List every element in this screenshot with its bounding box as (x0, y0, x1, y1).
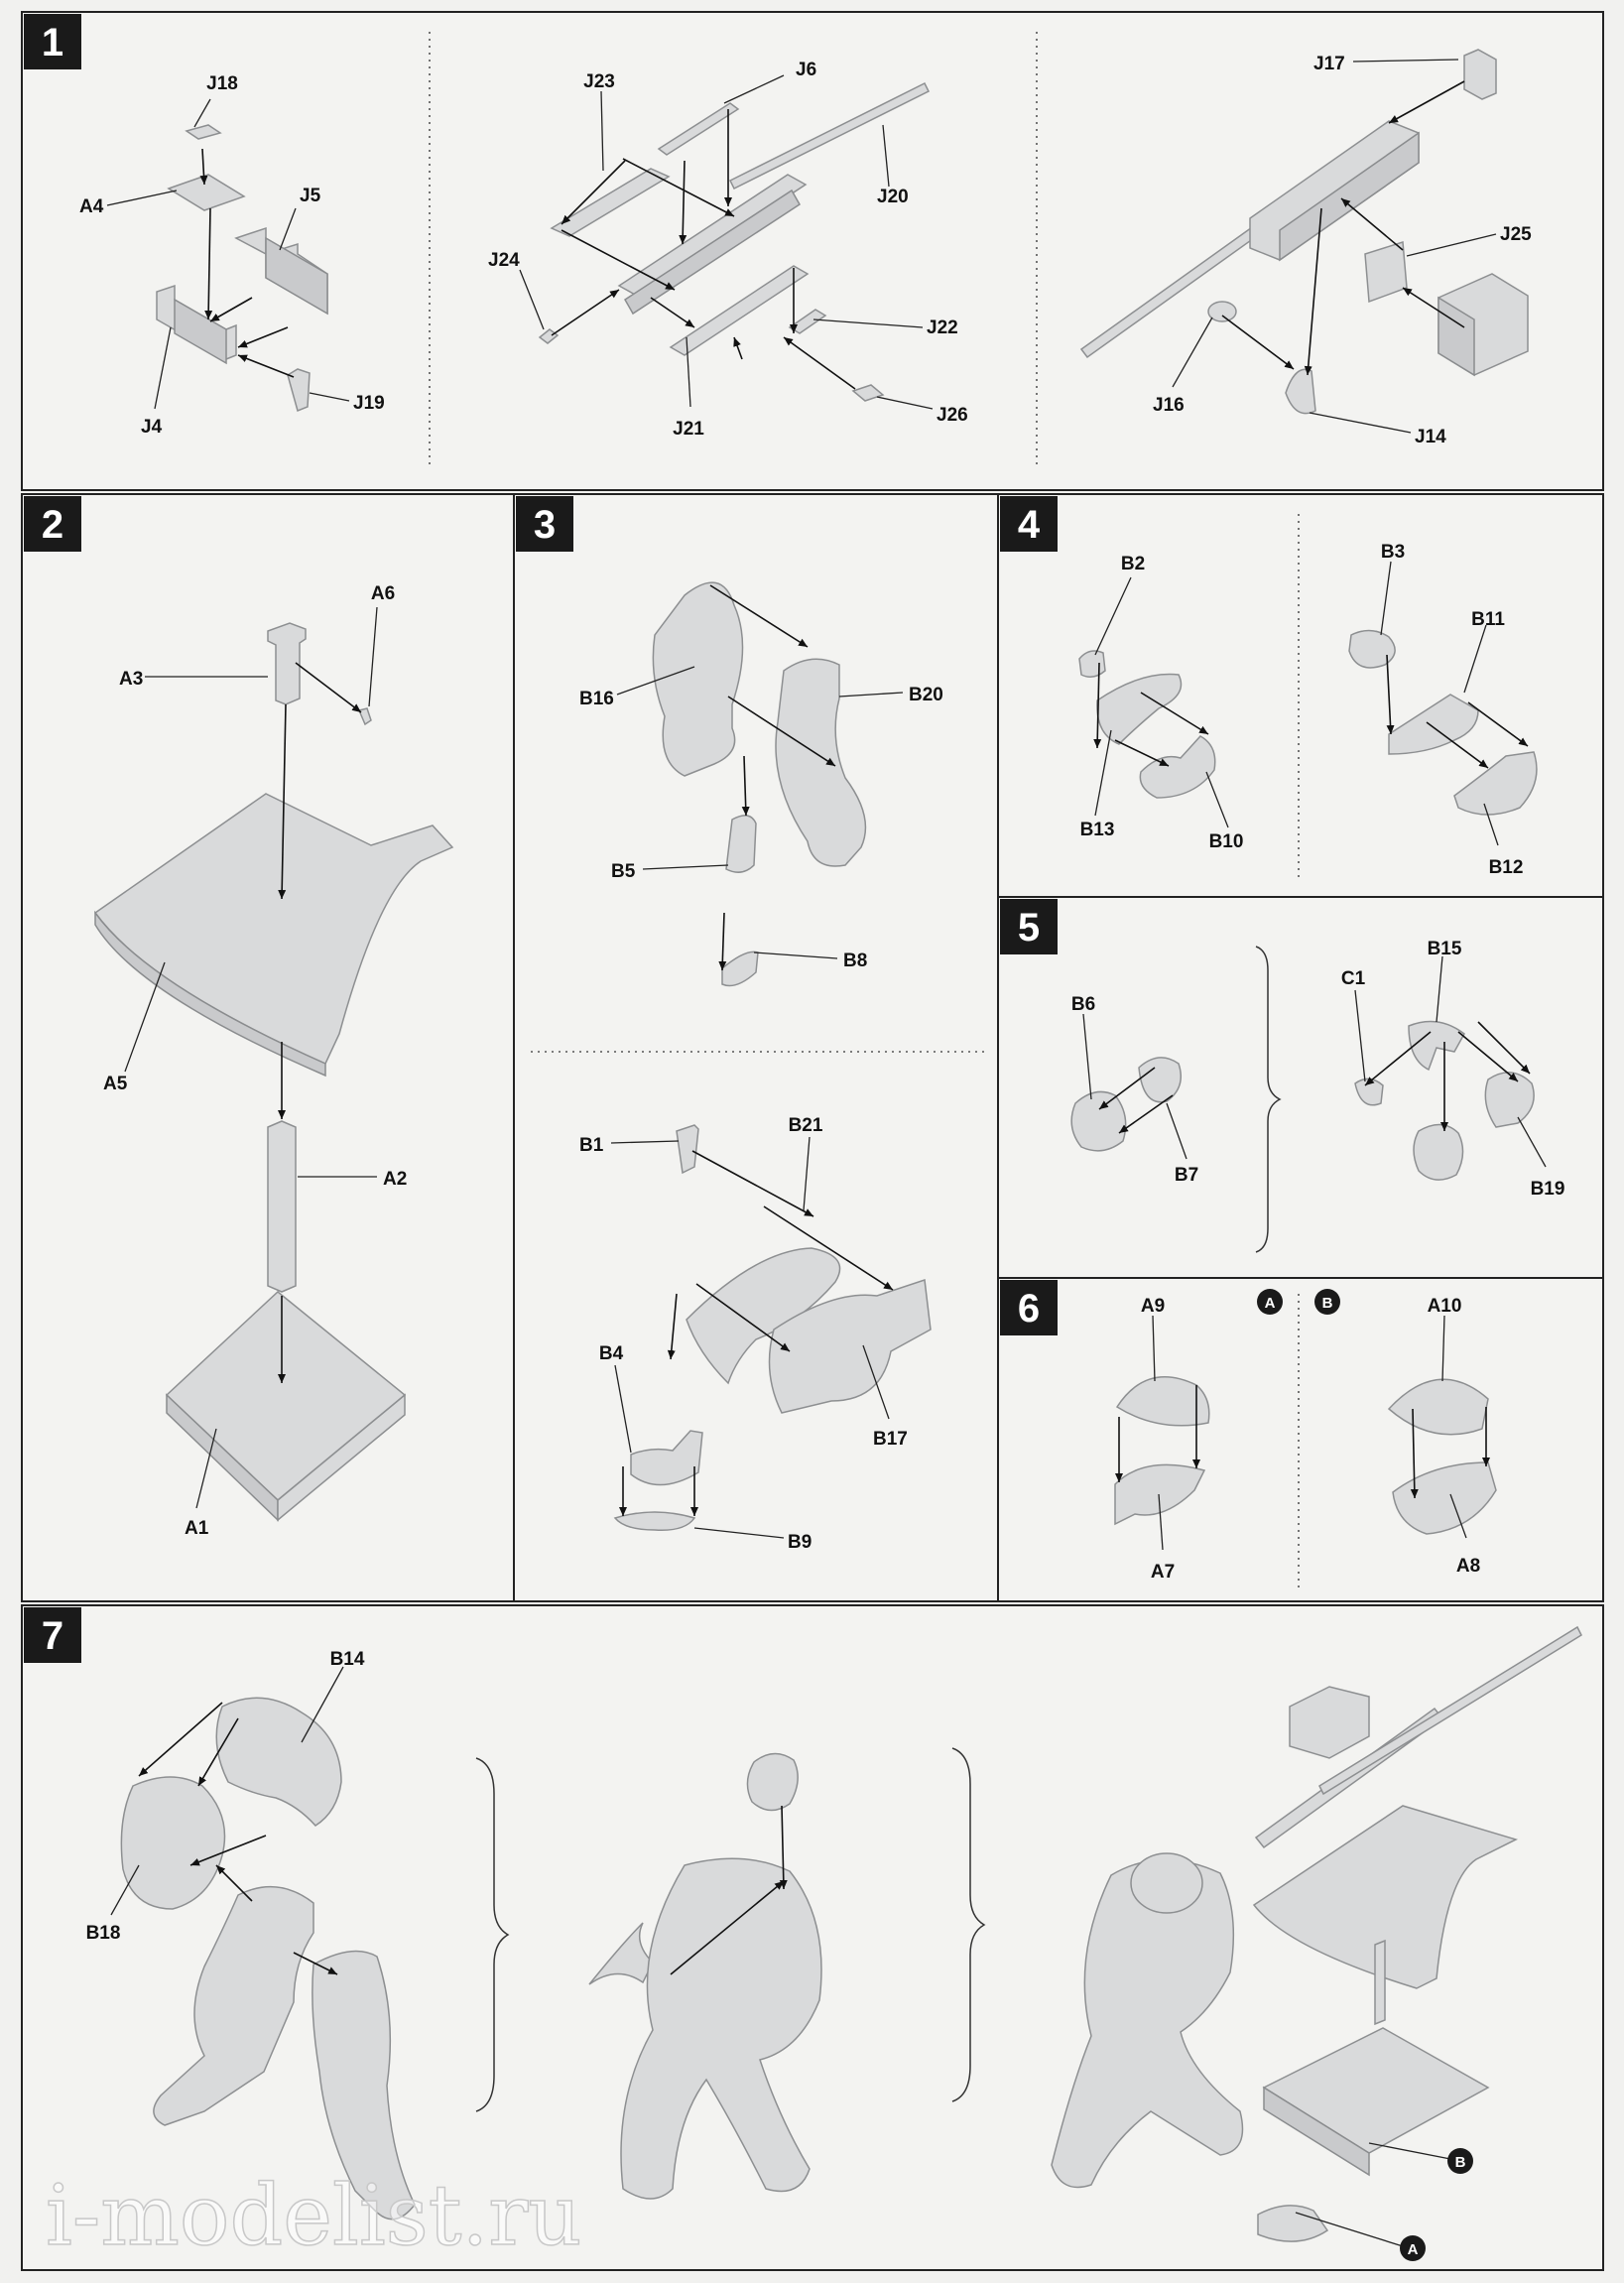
step-badge-7 (24, 1607, 81, 1663)
label-B15: B15 (1427, 939, 1462, 959)
svg-text:6: 6 (1017, 1287, 1041, 1331)
label-B17: B17 (873, 1429, 908, 1450)
label-B16: B16 (579, 689, 614, 709)
label-B2: B2 (1120, 554, 1146, 574)
label-J14: J14 (1415, 427, 1446, 447)
label-B3: B3 (1380, 542, 1406, 563)
step-badge-4 (1000, 496, 1058, 552)
svg-text:5: 5 (1017, 906, 1041, 950)
step-badge-6 (1000, 1280, 1058, 1335)
svg-text:B: B (1454, 2154, 1466, 2171)
label-J24: J24 (488, 250, 520, 271)
label-B18: B18 (85, 1923, 121, 1944)
svg-text:A: A (1264, 1295, 1276, 1312)
svg-text:3: 3 (533, 503, 557, 547)
label-B9: B9 (788, 1532, 812, 1553)
label-J22: J22 (927, 317, 958, 338)
label-J25: J25 (1500, 224, 1532, 245)
label-J21: J21 (673, 419, 704, 440)
label-A2: A2 (383, 1169, 408, 1190)
label-B12: B12 (1488, 857, 1524, 878)
label-B4: B4 (598, 1343, 624, 1364)
label-A7: A7 (1150, 1562, 1176, 1583)
step-badge-2 (24, 496, 81, 552)
label-B1: B1 (579, 1135, 604, 1156)
label-A1: A1 (185, 1518, 209, 1539)
svg-text:7: 7 (41, 1614, 64, 1658)
label-B20: B20 (909, 685, 943, 705)
label-J23: J23 (583, 71, 615, 92)
label-B5: B5 (611, 861, 636, 882)
label-A5: A5 (103, 1074, 128, 1094)
label-A4: A4 (79, 196, 104, 217)
label-B11: B11 (1471, 609, 1505, 630)
label-J5: J5 (300, 186, 321, 206)
label-C1: C1 (1340, 968, 1366, 989)
label-A8: A8 (1455, 1556, 1481, 1577)
svg-text:B: B (1321, 1295, 1333, 1312)
label-A10: A10 (1427, 1296, 1462, 1317)
label-A6: A6 (370, 583, 396, 604)
panel-step-6 (998, 1278, 1603, 1601)
label-B6: B6 (1070, 994, 1096, 1015)
label-B7: B7 (1174, 1165, 1199, 1186)
step-badge-1 (24, 14, 81, 69)
label-J17: J17 (1313, 54, 1345, 74)
watermark: i-modelist.ru (46, 2167, 582, 2264)
label-J6: J6 (796, 60, 817, 80)
label-B8: B8 (843, 951, 868, 971)
label-B10: B10 (1208, 831, 1244, 852)
label-B21: B21 (788, 1115, 823, 1136)
label-J16: J16 (1153, 395, 1185, 416)
label-J20: J20 (877, 187, 909, 207)
label-B19: B19 (1530, 1179, 1565, 1200)
step-badge-5 (1000, 899, 1058, 954)
label-A9: A9 (1140, 1296, 1166, 1317)
svg-text:1: 1 (41, 21, 64, 64)
label-J4: J4 (141, 417, 163, 438)
step-badge-3 (516, 496, 573, 552)
svg-text:A: A (1407, 2241, 1419, 2258)
label-J18: J18 (206, 73, 238, 94)
panel-step-3 (514, 494, 998, 1601)
label-A3: A3 (119, 669, 144, 690)
label-B13: B13 (1079, 820, 1115, 840)
label-J19: J19 (353, 393, 385, 414)
label-J26: J26 (937, 405, 968, 426)
svg-text:4: 4 (1017, 503, 1041, 547)
svg-text:2: 2 (41, 503, 64, 547)
label-B14: B14 (329, 1649, 365, 1670)
